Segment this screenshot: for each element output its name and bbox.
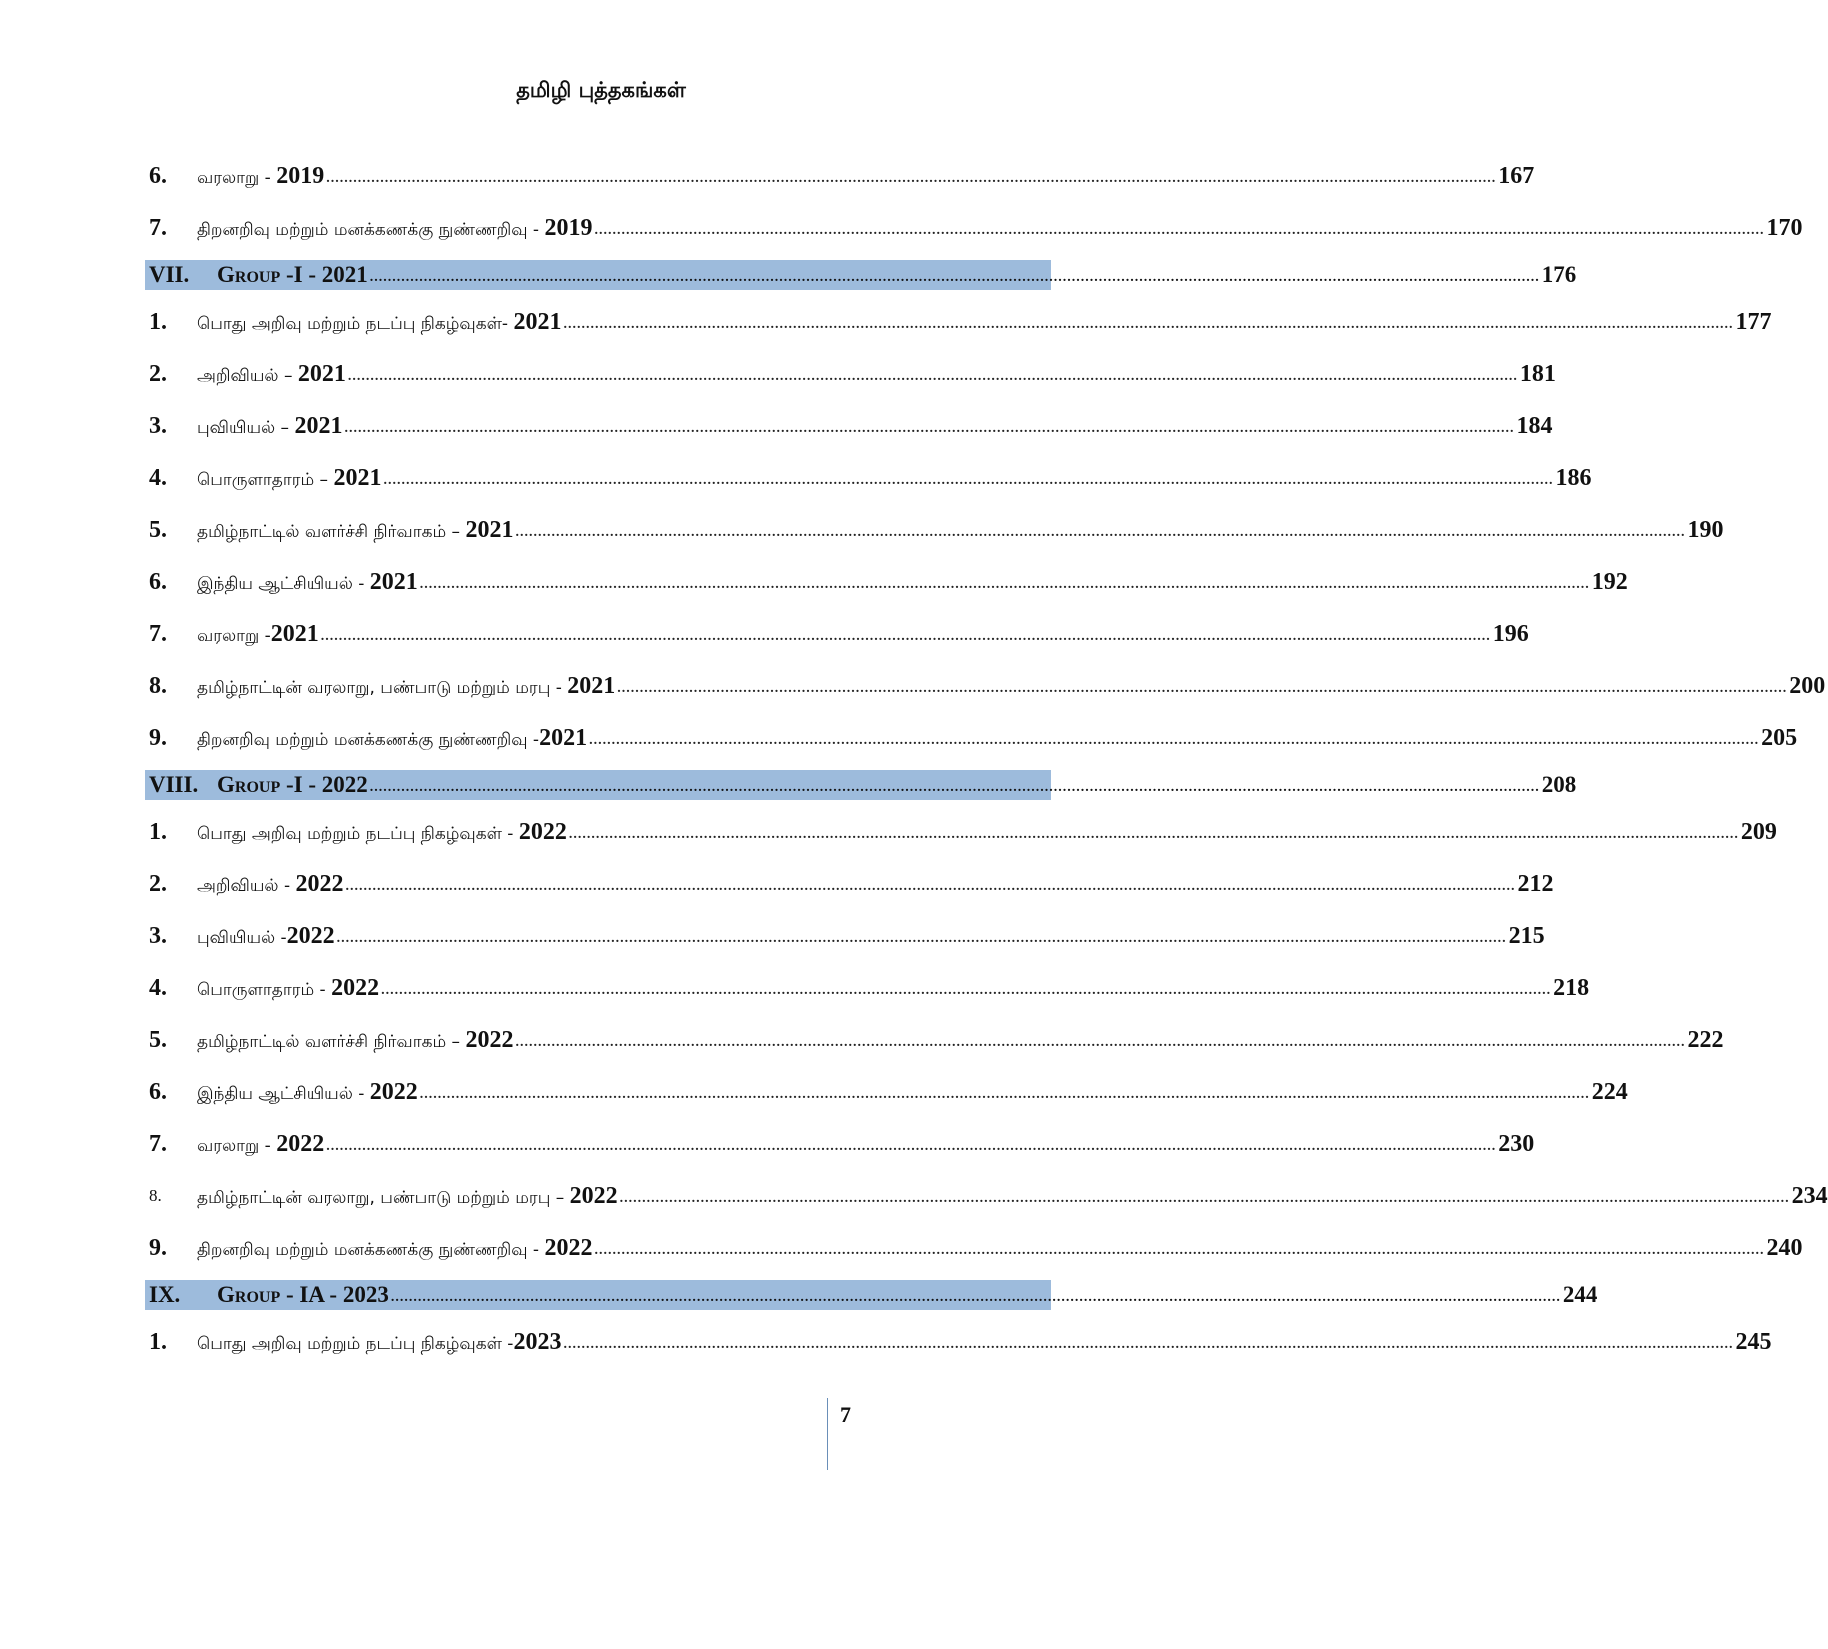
- dot-leader: ....................................................................................................................................................................................................................................................................: [419, 1087, 1590, 1102]
- entry-page-number: 224: [1591, 1078, 1628, 1105]
- entry-title-text: தமிழ்நாட்டில் வளர்ச்சி நிர்வாகம் –: [197, 521, 466, 542]
- entry-year: 2022: [369, 1078, 418, 1105]
- entry-title: [197, 163, 324, 190]
- entry-year: 2021: [297, 360, 346, 387]
- entry-number: 4.: [149, 974, 167, 1001]
- toc-entry[interactable]: [149, 556, 1628, 608]
- entry-title-text: பொது அறிவு மற்றும் நடப்பு நிகழ்வுகள் -: [197, 1333, 514, 1354]
- entry-year: 2021: [294, 412, 343, 439]
- entry-title-text: அறிவியல் –: [197, 365, 298, 386]
- toc-entry[interactable]: [149, 504, 1724, 556]
- dot-leader: ....................................................................................................................................................................................................................................................................: [369, 270, 1540, 285]
- entry-title: [197, 621, 319, 648]
- dot-leader: ....................................................................................................................................................................................................................................................................: [344, 421, 1515, 436]
- entry-title: [197, 1329, 561, 1356]
- entry-page-number: 240: [1766, 1234, 1803, 1261]
- dot-leader: ....................................................................................................................................................................................................................................................................: [515, 525, 1686, 540]
- entry-number: 7.: [149, 620, 167, 647]
- entry-page-number: 196: [1492, 620, 1529, 647]
- entry-page-number: 167: [1498, 162, 1535, 189]
- entry-year: 2021: [513, 308, 562, 335]
- toc-entry[interactable]: [149, 712, 1798, 764]
- dot-leader: ....................................................................................................................................................................................................................................................................: [617, 681, 1788, 696]
- dot-leader: ....................................................................................................................................................................................................................................................................: [320, 629, 1491, 644]
- toc-entry[interactable]: [149, 348, 1556, 400]
- dot-leader: ....................................................................................................................................................................................................................................................................: [594, 1243, 1765, 1258]
- entry-year: 2023: [513, 1328, 562, 1355]
- toc-entry[interactable]: [149, 1014, 1724, 1066]
- entry-title-text: பொருளாதாரம் –: [197, 469, 334, 490]
- entry-number: 8.: [149, 1186, 162, 1205]
- dot-leader: ....................................................................................................................................................................................................................................................................: [419, 577, 1590, 592]
- entry-title: [197, 725, 587, 752]
- entry-title: [197, 923, 335, 950]
- dot-leader: ....................................................................................................................................................................................................................................................................: [563, 1337, 1734, 1352]
- entry-title-text: இந்திய ஆட்சியியல் -: [197, 573, 370, 594]
- entry-number: 6.: [149, 568, 167, 595]
- entry-page-number: 215: [1508, 922, 1545, 949]
- toc-entry[interactable]: [149, 1222, 1803, 1274]
- entry-number: 5.: [149, 1026, 167, 1053]
- entry-title: [197, 1183, 618, 1210]
- entry-year: 2019: [544, 214, 593, 241]
- entry-number: 2.: [149, 870, 167, 897]
- toc-entry[interactable]: [149, 202, 1803, 254]
- entry-year: 2022: [331, 974, 380, 1001]
- entry-year: 2021: [270, 620, 319, 647]
- page-header-title: தமிழி புத்தகங்கள்: [516, 78, 686, 102]
- entry-title-text: வரலாறு -: [197, 625, 271, 646]
- entry-page-number: 230: [1498, 1130, 1535, 1157]
- dot-leader: ....................................................................................................................................................................................................................................................................: [369, 780, 1540, 795]
- entry-year: 2022: [286, 922, 335, 949]
- entry-year: 2021: [567, 672, 616, 699]
- section-page-number: 244: [1562, 1282, 1598, 1307]
- dot-leader: ....................................................................................................................................................................................................................................................................: [336, 931, 1507, 946]
- entry-number: 1.: [149, 1328, 167, 1355]
- entry-title: [197, 569, 418, 596]
- entry-title: [197, 309, 561, 336]
- dot-leader: ....................................................................................................................................................................................................................................................................: [347, 369, 1518, 384]
- dot-leader: ....................................................................................................................................................................................................................................................................: [563, 317, 1734, 332]
- entry-year: 2021: [369, 568, 418, 595]
- toc-entry[interactable]: [149, 452, 1592, 504]
- entry-year: 2022: [569, 1182, 618, 1209]
- entry-page-number: 181: [1519, 360, 1556, 387]
- entry-number: 4.: [149, 464, 167, 491]
- toc-entry[interactable]: [149, 400, 1553, 452]
- entry-title: [197, 1027, 513, 1054]
- entry-year: 2021: [465, 516, 514, 543]
- entry-number: 1.: [149, 818, 167, 845]
- entry-title: [197, 215, 592, 242]
- toc-section-heading[interactable]: [145, 1280, 1598, 1310]
- dot-leader: ....................................................................................................................................................................................................................................................................: [383, 473, 1554, 488]
- entry-number: 6.: [149, 162, 167, 189]
- entry-page-number: 184: [1516, 412, 1553, 439]
- entry-title: [197, 1235, 592, 1262]
- section-number: VII.: [149, 262, 190, 287]
- toc-entry[interactable]: [149, 1118, 1535, 1170]
- entry-number: 7.: [149, 1130, 167, 1157]
- section-title: Group -I - 2021: [217, 262, 368, 287]
- entry-number: 3.: [149, 922, 167, 949]
- toc-section-heading[interactable]: [145, 260, 1577, 290]
- section-page-number: 208: [1541, 772, 1577, 797]
- entry-number: 7.: [149, 214, 167, 241]
- section-page-number: 176: [1541, 262, 1577, 287]
- toc-entry[interactable]: [149, 1066, 1628, 1118]
- entry-title-text: பொருளாதாரம் -: [197, 979, 332, 1000]
- dot-leader: ....................................................................................................................................................................................................................................................................: [345, 879, 1516, 894]
- entry-title-text: அறிவியல் -: [197, 875, 296, 896]
- entry-number: 6.: [149, 1078, 167, 1105]
- entry-title: [197, 819, 567, 846]
- entry-title: [197, 1131, 324, 1158]
- dot-leader: ....................................................................................................................................................................................................................................................................: [568, 827, 1739, 842]
- entry-title-text: இந்திய ஆட்சியியல் -: [197, 1083, 370, 1104]
- entry-title: [197, 465, 381, 492]
- entry-year: 2019: [276, 162, 325, 189]
- toc-entry[interactable]: [149, 296, 1772, 348]
- entry-year: 2022: [295, 870, 344, 897]
- dot-leader: ....................................................................................................................................................................................................................................................................: [381, 983, 1552, 998]
- entry-page-number: 234: [1791, 1182, 1828, 1209]
- entry-number: 9.: [149, 724, 167, 751]
- toc-entry[interactable]: [149, 1316, 1772, 1368]
- entry-title-text: பொது அறிவு மற்றும் நடப்பு நிகழ்வுகள்-: [197, 313, 514, 334]
- dot-leader: ....................................................................................................................................................................................................................................................................: [594, 223, 1765, 238]
- toc-entry[interactable]: [149, 962, 1590, 1014]
- footer-divider: [827, 1398, 828, 1470]
- entry-page-number: 209: [1740, 818, 1777, 845]
- entry-number: 5.: [149, 516, 167, 543]
- entry-page-number: 212: [1517, 870, 1554, 897]
- entry-number: 3.: [149, 412, 167, 439]
- entry-title-text: திறனறிவு மற்றும் மனக்கணக்கு நுண்ணறிவு -: [197, 219, 545, 240]
- entry-page-number: 245: [1735, 1328, 1772, 1355]
- toc-section-heading[interactable]: [145, 770, 1577, 800]
- entry-page-number: 205: [1761, 724, 1798, 751]
- entry-number: 2.: [149, 360, 167, 387]
- entry-title: [197, 361, 346, 388]
- entry-title-text: திறனறிவு மற்றும் மனக்கணக்கு நுண்ணறிவு -: [197, 1239, 545, 1260]
- dot-leader: ....................................................................................................................................................................................................................................................................: [326, 1139, 1497, 1154]
- toc-entry[interactable]: [149, 660, 1826, 712]
- entry-number: 9.: [149, 1234, 167, 1261]
- entry-year: 2021: [539, 724, 588, 751]
- toc-entry[interactable]: [149, 806, 1777, 858]
- entry-title: [197, 517, 513, 544]
- entry-title-text: வரலாறு -: [197, 1135, 277, 1156]
- entry-title-text: புவியியல் –: [197, 417, 295, 438]
- entry-title: [197, 413, 342, 440]
- dot-leader: ....................................................................................................................................................................................................................................................................: [515, 1035, 1686, 1050]
- entry-year: 2022: [544, 1234, 593, 1261]
- entry-page-number: 177: [1735, 308, 1772, 335]
- entry-page-number: 218: [1553, 974, 1590, 1001]
- entry-page-number: 200: [1789, 672, 1826, 699]
- entry-number: 8.: [149, 672, 167, 699]
- section-number: IX.: [149, 1282, 181, 1307]
- entry-title-text: திறனறிவு மற்றும் மனக்கணக்கு நுண்ணறிவு -: [197, 729, 540, 750]
- dot-leader: ....................................................................................................................................................................................................................................................................: [390, 1290, 1561, 1305]
- entry-title: [197, 975, 379, 1002]
- entry-year: 2022: [465, 1026, 514, 1053]
- entry-title-text: பொது அறிவு மற்றும் நடப்பு நிகழ்வுகள் -: [197, 823, 519, 844]
- table-of-contents: [149, 150, 1828, 1368]
- entry-title-text: வரலாறு -: [197, 167, 277, 188]
- dot-leader: ....................................................................................................................................................................................................................................................................: [589, 733, 1760, 748]
- entry-year: 2022: [518, 818, 567, 845]
- entry-number: 1.: [149, 308, 167, 335]
- toc-entry[interactable]: [149, 1170, 1828, 1222]
- dot-leader: ....................................................................................................................................................................................................................................................................: [326, 171, 1497, 186]
- page-number: 7: [840, 1402, 851, 1427]
- entry-page-number: 170: [1766, 214, 1803, 241]
- toc-entry[interactable]: [149, 910, 1545, 962]
- entry-title-text: தமிழ்நாட்டின் வரலாறு, பண்பாடு மற்றும் மரபு -: [197, 677, 568, 698]
- entry-page-number: 192: [1591, 568, 1628, 595]
- toc-entry[interactable]: [149, 150, 1535, 202]
- entry-page-number: 186: [1555, 464, 1592, 491]
- entry-year: 2022: [276, 1130, 325, 1157]
- section-title: Group -I - 2022: [217, 772, 368, 797]
- entry-title-text: தமிழ்நாட்டின் வரலாறு, பண்பாடு மற்றும் மரபு –: [197, 1187, 570, 1208]
- entry-year: 2021: [333, 464, 382, 491]
- entry-title: [197, 1079, 418, 1106]
- section-title: Group - IA - 2023: [217, 1282, 389, 1307]
- entry-title: [197, 871, 344, 898]
- section-number: VIII.: [149, 772, 199, 797]
- toc-entry[interactable]: [149, 858, 1554, 910]
- entry-page-number: 222: [1687, 1026, 1724, 1053]
- entry-page-number: 190: [1687, 516, 1724, 543]
- entry-title-text: புவியியல் -: [197, 927, 287, 948]
- entry-title-text: தமிழ்நாட்டில் வளர்ச்சி நிர்வாகம் –: [197, 1031, 466, 1052]
- entry-title: [197, 673, 615, 700]
- dot-leader: ....................................................................................................................................................................................................................................................................: [619, 1191, 1790, 1206]
- toc-entry[interactable]: [149, 608, 1529, 660]
